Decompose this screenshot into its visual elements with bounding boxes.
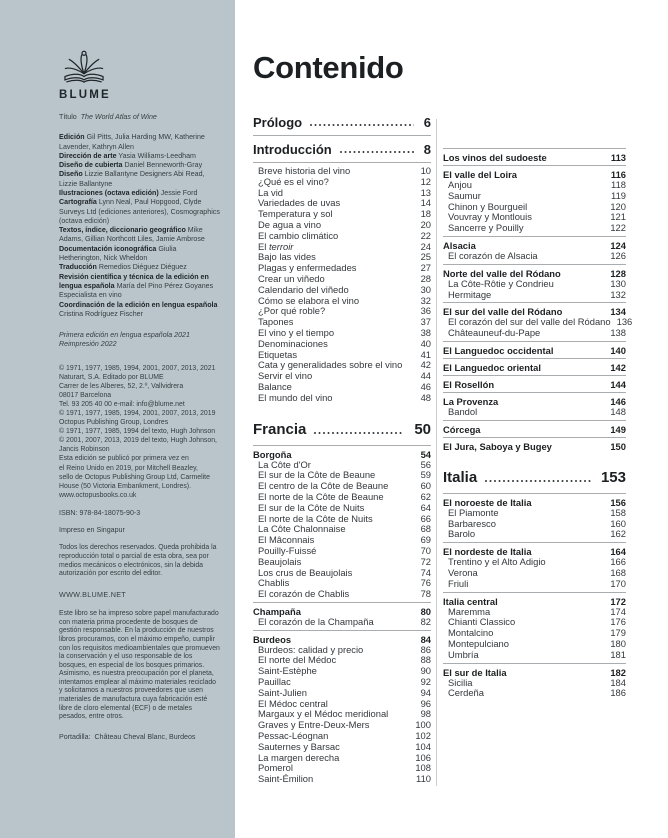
toc-entry-page: 84 bbox=[420, 633, 431, 645]
toc-entry-label: El terroir bbox=[258, 240, 294, 252]
toc-entry-page: 132 bbox=[610, 288, 626, 300]
toc-entry-label: El corazón de Chablis bbox=[258, 588, 350, 600]
toc-entry-label: Maremma bbox=[448, 605, 491, 617]
toc-entry-page: 108 bbox=[415, 762, 431, 774]
copyright-line: Carrer de les Alberes, 52, 2.º, Vallvidrera bbox=[59, 382, 184, 390]
toc-entry-page: 148 bbox=[610, 405, 626, 417]
copyright-line: sello de Octopus Publishing Group Ltd, Carmelite bbox=[59, 473, 210, 481]
toc-entry-label: Introducción bbox=[253, 142, 332, 157]
copyright-line: www.octopusbooks.co.uk bbox=[59, 491, 137, 499]
copyright-line: 08017 Barcelona bbox=[59, 391, 112, 399]
toc-entry-page: 120 bbox=[610, 200, 626, 212]
toc-entry-section bbox=[443, 392, 626, 407]
toc-entry-label: Vouvray y Montlouis bbox=[448, 211, 532, 223]
copyright-line: Octopus Publishing Group, Londres bbox=[59, 419, 169, 427]
toc-entry-page: 66 bbox=[420, 512, 431, 524]
toc-entry-label: Saumur bbox=[448, 189, 481, 201]
toc-entry-label: Chablis bbox=[258, 577, 290, 589]
toc-entry-page: 60 bbox=[420, 480, 431, 492]
toc-entry-label: Los vinos del sudoeste bbox=[443, 152, 547, 163]
toc-entry-label: Denominaciones bbox=[258, 337, 328, 349]
toc-entry-label: Pessac-Léognan bbox=[258, 730, 329, 742]
toc-entry-label: El sur del valle del Ródano bbox=[443, 306, 563, 318]
toc-entry-chapter bbox=[253, 112, 431, 136]
toc-entry-label: El vino y el tiempo bbox=[258, 326, 335, 338]
toc-entry-label: Umbría bbox=[448, 648, 479, 660]
toc-entry-item bbox=[443, 279, 626, 290]
copyright-line: House (50 Victoria Embankment, Londres). bbox=[59, 482, 192, 490]
toc-entry-label: La margen derecha bbox=[258, 751, 340, 763]
edition-note bbox=[59, 331, 221, 349]
toc-entry-page: 20 bbox=[420, 218, 431, 230]
toc-entry-label: El norte de la Côte de Nuits bbox=[258, 512, 373, 524]
copyright-line: © 1971, 1977, 1985, 1994 del texto, Hugh Johnson bbox=[59, 428, 216, 436]
toc-entry-section bbox=[443, 148, 626, 163]
toc-entry-label: El sur de Italia bbox=[443, 666, 507, 678]
toc-entry-page: 100 bbox=[415, 719, 431, 731]
toc-entry-label: El corazón de Alsacia bbox=[448, 249, 538, 261]
toc-entry-page: 128 bbox=[610, 267, 626, 279]
toc-entry-item bbox=[443, 688, 626, 699]
toc-entry-label: Variedades de uvas bbox=[258, 197, 341, 209]
toc-entry-section bbox=[443, 592, 626, 607]
toc-entry-page: 122 bbox=[610, 222, 626, 234]
copyright-line: © 1971, 1977, 1985, 1994, 2001, 2007, 2013, 2019 bbox=[59, 410, 216, 418]
toc-entry-label: Norte del valle del Ródano bbox=[443, 267, 561, 279]
toc-entry-page: 42 bbox=[420, 359, 431, 371]
toc-entry-page: 110 bbox=[416, 773, 431, 785]
toc-entry-item bbox=[253, 503, 431, 514]
toc-entry-page: 96 bbox=[420, 697, 431, 709]
toc-entry-page: 106 bbox=[415, 751, 431, 763]
toc-entry-page: 181 bbox=[610, 648, 626, 660]
toc-entry-page: 32 bbox=[420, 294, 431, 306]
toc-entry-label: Cómo se elabora el vino bbox=[258, 294, 360, 306]
toc-entry-page: 62 bbox=[420, 490, 431, 502]
toc-entry-label: Margaux y el Médoc meridional bbox=[258, 708, 389, 720]
copyright-block bbox=[59, 364, 221, 500]
frontispiece-note bbox=[59, 733, 221, 741]
toc-entry-page: 10 bbox=[420, 165, 431, 176]
copyright-line: Tel. 93 205 40 00 e-mail: info@blume.net bbox=[59, 400, 185, 408]
toc-entry-page: 156 bbox=[610, 496, 626, 508]
printed-in: Impreso en Singapur bbox=[59, 525, 125, 534]
toc-entry-item bbox=[253, 393, 431, 404]
dotted-leader bbox=[314, 432, 404, 434]
toc-entry-page: 158 bbox=[610, 506, 626, 518]
toc-entry-page: 30 bbox=[420, 283, 431, 295]
colophon-sidebar bbox=[0, 0, 235, 838]
toc-entry-item bbox=[443, 650, 626, 661]
copyright-line: el Reino Unido en 2019, por Mitchell Beazley, bbox=[59, 464, 198, 472]
toc-entry-label: Plagas y enfermedades bbox=[258, 262, 357, 274]
toc-entry-label: Borgoña bbox=[253, 448, 292, 460]
toc-entry-label: La Côte-Rôtie y Condrieu bbox=[448, 277, 554, 289]
toc-entry-page: 184 bbox=[610, 676, 626, 688]
toc-entry-page: 76 bbox=[420, 577, 431, 589]
toc-entry-label: Cata y generalidades sobre el vino bbox=[258, 359, 403, 371]
toc-entry-label: El corazón de la Champaña bbox=[258, 615, 374, 627]
toc-column-2 bbox=[443, 146, 633, 699]
toc-entry-label: Hermitage bbox=[448, 288, 492, 300]
toc-entry-page: 119 bbox=[611, 189, 626, 201]
toc-entry-page: 124 bbox=[610, 239, 626, 251]
toc-entry-label: Montepulciano bbox=[448, 637, 509, 649]
toc-entry-page: 8 bbox=[423, 142, 431, 157]
toc-entry-page: 166 bbox=[610, 556, 626, 568]
toc-entry-page: 172 bbox=[610, 595, 626, 607]
toc-entry-chapter bbox=[253, 139, 431, 163]
toc-entry-page: 50 bbox=[414, 420, 431, 438]
toc-entry-label: Etiquetas bbox=[258, 348, 298, 360]
toc-entry-page: 59 bbox=[420, 469, 431, 481]
toc-entry-page: 28 bbox=[420, 272, 431, 284]
copyright-line: Esta edición se publicó por primera vez en bbox=[59, 455, 189, 463]
toc-entry-label: Friuli bbox=[448, 577, 469, 589]
toc-entry-item bbox=[443, 290, 626, 301]
toc-entry-label: Prólogo bbox=[253, 115, 303, 130]
toc-entry-page: 168 bbox=[610, 566, 626, 578]
toc-entry-label: ¿Por qué roble? bbox=[258, 305, 326, 317]
toc-entry-page: 182 bbox=[610, 666, 626, 678]
copyright-line: Jancis Robinson bbox=[59, 446, 110, 454]
rights-notice: Todos los derechos reservados. Queda prohibida la reproducción total o parcial de esta obra, sea por medios mecánicos o electrónicos, sin la debida autorización por escrito del editor. bbox=[59, 543, 217, 578]
toc-entry-label: Barolo bbox=[448, 528, 476, 540]
toc-entry-page: 38 bbox=[420, 326, 431, 338]
toc-entry-section bbox=[443, 663, 626, 678]
toc-entry-label: El centro de la Côte de Beaune bbox=[258, 480, 389, 492]
toc-entry-section bbox=[443, 264, 626, 279]
toc-entry-label: El Rosellón bbox=[443, 378, 495, 390]
toc-entry-page: 44 bbox=[420, 370, 431, 382]
toc-entry-label: Pomerol bbox=[258, 762, 293, 774]
toc-entry-item bbox=[443, 223, 626, 234]
toc-entry-page: 179 bbox=[610, 627, 626, 639]
toc-entry-page: 86 bbox=[420, 643, 431, 655]
toc-entry-label: Balance bbox=[258, 380, 292, 392]
toc-entry-page: 121 bbox=[610, 211, 626, 223]
toc-entry-page: 80 bbox=[420, 605, 431, 617]
toc-entry-item bbox=[253, 339, 431, 350]
toc-entry-page: 64 bbox=[420, 501, 431, 513]
toc-entry-page: 174 bbox=[610, 605, 626, 617]
toc-entry-section bbox=[443, 341, 626, 356]
toc-entry-page: 88 bbox=[420, 654, 431, 666]
credit-line: Ilustraciones (octava edición) Jessie Ford bbox=[59, 188, 198, 197]
toc-entry-item bbox=[443, 407, 626, 418]
toc-entry-section bbox=[253, 630, 431, 645]
toc-entry-page: 118 bbox=[611, 179, 626, 190]
column-divider bbox=[436, 119, 437, 786]
toc-entry-page: 138 bbox=[610, 327, 626, 339]
toc-entry-part bbox=[443, 469, 626, 491]
toc-entry-label: El Mâconnais bbox=[258, 534, 315, 546]
toc-entry-label: Breve historia del vino bbox=[258, 165, 351, 176]
toc-entry-label: Anjou bbox=[448, 179, 472, 190]
toc-entry-label: Graves y Entre-Deux-Mers bbox=[258, 719, 370, 731]
copyright-line: Naturart, S.A. Editado por BLUME bbox=[59, 373, 164, 381]
blume-logo-text: BLUME bbox=[59, 89, 111, 101]
toc-entry-label: Sancerre y Pouilly bbox=[448, 222, 524, 234]
toc-entry-label: Saint-Émilion bbox=[258, 773, 314, 785]
toc-entry-page: 13 bbox=[420, 186, 431, 198]
toc-entry-page: 22 bbox=[420, 229, 431, 241]
toc-entry-label: Tapones bbox=[258, 316, 294, 328]
credit-line: Edición Gil Pitts, Julia Harding MW, Katherine Lavender, Kathryn Allen bbox=[59, 133, 205, 151]
toc-entry-page: 27 bbox=[420, 262, 431, 274]
toc-entry-page: 113 bbox=[610, 152, 626, 163]
toc-entry-page: 180 bbox=[610, 637, 626, 649]
toc-entry-label: El Languedoc oriental bbox=[443, 361, 541, 373]
toc-entry-page: 72 bbox=[420, 555, 431, 567]
toc-entry-item bbox=[443, 328, 626, 339]
toc-entry-label: Burdeos: calidad y precio bbox=[258, 643, 364, 655]
toc-entry-page: 164 bbox=[610, 546, 626, 558]
toc-entry-item bbox=[253, 589, 431, 600]
toc-entry-item bbox=[443, 508, 626, 519]
edition-line: Reimpresión 2022 bbox=[59, 340, 117, 349]
toc-entry-label: El Piamonte bbox=[448, 506, 499, 518]
toc-entry-label: Chinon y Bourgueil bbox=[448, 200, 528, 212]
toc-entry-page: 140 bbox=[610, 344, 626, 356]
credit-line: Cartografía Lynn Neal, Paul Hopgood, Clyde Surveys Ltd (ediciones anteriores), Cosmographics (octava edición) bbox=[59, 198, 220, 225]
toc-entry-page: 56 bbox=[420, 458, 431, 470]
toc-entry-section bbox=[443, 420, 626, 435]
toc-entry-page: 134 bbox=[610, 306, 626, 318]
toc-entry-label: Calendario del viñedo bbox=[258, 283, 349, 295]
toc-entry-label: El nordeste de Italia bbox=[443, 546, 532, 558]
toc-entry-label: Saint-Julien bbox=[258, 686, 307, 698]
toc-entry-page: 18 bbox=[420, 208, 431, 220]
toc-entry-item bbox=[443, 568, 626, 579]
toc-entry-label: Pouilly-Fuissé bbox=[258, 544, 317, 556]
toc-entry-label: Pauillac bbox=[258, 676, 291, 688]
toc-entry-page: 6 bbox=[423, 115, 431, 130]
toc-entry-label: El Languedoc occidental bbox=[443, 344, 554, 356]
toc-entry-label: La Provenza bbox=[443, 395, 499, 407]
toc-entry-label: Córcega bbox=[443, 423, 481, 435]
toc-entry-label: Saint-Estèphe bbox=[258, 665, 317, 677]
toc-entry-label: Crear un viñedo bbox=[258, 272, 325, 284]
toc-entry-label: El corazón del sur del valle del Ródano bbox=[448, 316, 611, 328]
publisher-website: WWW.BLUME.NET bbox=[59, 590, 126, 600]
toc-entry-item bbox=[443, 191, 626, 202]
toc-entry-label: Burdeos bbox=[253, 633, 292, 645]
toc-entry-page: 170 bbox=[610, 577, 626, 589]
credit-line: Documentación iconográfica Giulia Hetherington, Nick Wheldon bbox=[59, 244, 177, 263]
toc-entry-page: 12 bbox=[420, 175, 431, 187]
eco-notice: Este libro se ha impreso sobre papel manufacturado con materia prima procedente de bosques de gestión responsable. En la producción de nuestros libros procuramos, con el máximo empeño, cumplir con los requisitos medioambientales que promueven la conservación y el uso responsable de los bosques, en especial de los bosques primarios. Asimismo, es nuestra preocupación por el planeta, intentamos emplear al máximo materiales reciclado y solicitamos a nuestros proveedores que usen materiales de manufactura cuya fabricación esté libre de cloro elemental (ECF) o de metales pesados, entre otros. bbox=[59, 610, 220, 721]
toc-entry-item bbox=[443, 579, 626, 590]
toc-entry-page: 102 bbox=[415, 730, 431, 742]
toc-entry-label: Châteauneuf-du-Pape bbox=[448, 327, 541, 339]
contents-main bbox=[235, 0, 668, 838]
blume-book-icon bbox=[61, 48, 107, 88]
toc-entry-page: 186 bbox=[610, 687, 626, 699]
toc-entry-label: ¿Qué es el vino? bbox=[258, 175, 329, 187]
toc-entry-label: Los crus de Beaujolais bbox=[258, 566, 353, 578]
toc-entry-page: 70 bbox=[420, 544, 431, 556]
toc-entry-page: 78 bbox=[420, 588, 431, 600]
toc-entry-page: 46 bbox=[420, 380, 431, 392]
toc-entry-page: 142 bbox=[610, 361, 626, 373]
toc-column-1 bbox=[253, 112, 431, 785]
toc-entry-label: El norte de la Côte de Beaune bbox=[258, 490, 384, 502]
book-title: The World Atlas of Wine bbox=[80, 113, 157, 121]
toc-entry-label: El Jura, Saboya y Bugey bbox=[443, 440, 552, 452]
toc-entry-page: 74 bbox=[420, 566, 431, 578]
toc-entry-section bbox=[253, 602, 431, 617]
frontispiece-caption: Château Cheval Blanc, Burdeos bbox=[94, 732, 196, 741]
toc-entry-item bbox=[253, 617, 431, 628]
toc-entry-label: De agua a vino bbox=[258, 218, 322, 230]
page-title: Contenido bbox=[253, 50, 404, 85]
toc-entry-page: 144 bbox=[610, 378, 626, 390]
toc-entry-page: 130 bbox=[610, 277, 626, 289]
toc-entry-page: 150 bbox=[610, 440, 626, 452]
toc-entry-item bbox=[443, 529, 626, 540]
toc-entry-page: 14 bbox=[420, 197, 431, 209]
toc-entry-item bbox=[253, 774, 431, 785]
toc-entry-label: Italia central bbox=[443, 595, 498, 607]
credit-line: Textos, índice, diccionario geográfico Mike Adams, Gillian Northcott Liles, Jamie Ambrose bbox=[59, 226, 205, 244]
credit-line: Revisión científica y técnica de la edición en lengua española María del Pino Pérez Goyanes Especialista en vino bbox=[59, 272, 214, 300]
toc-entry-page: 98 bbox=[420, 708, 431, 720]
toc-entry-page: 162 bbox=[610, 528, 626, 540]
toc-entry-label: El mundo del vino bbox=[258, 391, 333, 403]
credits-block bbox=[59, 133, 221, 319]
toc-entry-section bbox=[443, 493, 626, 508]
credit-line: Diseño de cubierta Daniel Benneworth-Gray bbox=[59, 161, 203, 170]
toc-entry-label: La Côte Chalonnaise bbox=[258, 523, 346, 535]
toc-entry-label: Cerdeña bbox=[448, 687, 484, 699]
toc-entry-label: El noroeste de Italia bbox=[443, 496, 532, 508]
copyright-line: © 2001, 2007, 2013, 2019 del texto, Hugh Johnson, bbox=[59, 437, 217, 445]
toc-entry-page: 37 bbox=[420, 316, 431, 328]
book-title-label: Título bbox=[59, 113, 77, 121]
toc-entry-page: 94 bbox=[420, 686, 431, 698]
toc-entry-label: Sauternes y Barsac bbox=[258, 740, 340, 752]
toc-entry-section bbox=[443, 437, 626, 452]
toc-entry-page: 146 bbox=[610, 395, 626, 407]
toc-entry-page: 116 bbox=[610, 169, 626, 180]
toc-entry-label: Verona bbox=[448, 566, 478, 578]
toc-entry-label: El valle del Loira bbox=[443, 169, 517, 180]
toc-entry-label: Bandol bbox=[448, 405, 478, 417]
toc-entry-label: Chianti Classico bbox=[448, 616, 516, 628]
toc-entry-page: 149 bbox=[610, 423, 626, 435]
toc-entry-label: Champaña bbox=[253, 605, 301, 617]
toc-entry-label: Servir el vino bbox=[258, 370, 313, 382]
toc-entry-item bbox=[253, 177, 431, 188]
dotted-leader bbox=[310, 124, 414, 126]
toc-entry-page: 40 bbox=[420, 337, 431, 349]
toc-entry-label: Alsacia bbox=[443, 239, 476, 251]
toc-entry-item bbox=[253, 557, 431, 568]
toc-entry-label: Barbaresco bbox=[448, 517, 496, 529]
credit-line: Coordinación de la edición en lengua española Cristina Rodríguez Fischer bbox=[59, 300, 218, 318]
dotted-leader bbox=[485, 480, 591, 482]
toc-entry-page: 69 bbox=[420, 534, 431, 546]
toc-entry-page: 24 bbox=[420, 240, 431, 252]
edition-line: Primera edición en lengua española 2021 bbox=[59, 331, 190, 340]
toc-entry-label: El sur de la Côte de Nuits bbox=[258, 501, 365, 513]
toc-entry-label: Beaujolais bbox=[258, 555, 302, 567]
toc-entry-page: 126 bbox=[610, 249, 626, 261]
toc-entry-label: Italia bbox=[443, 468, 478, 486]
toc-entry-section bbox=[443, 165, 626, 180]
toc-entry-item bbox=[443, 251, 626, 262]
blume-logo bbox=[59, 48, 119, 101]
toc-entry-page: 136 bbox=[616, 316, 633, 328]
toc-entry-section bbox=[443, 236, 626, 251]
toc-entry-page: 153 bbox=[600, 468, 626, 486]
toc-entry-section bbox=[443, 302, 626, 317]
toc-entry-label: La vid bbox=[258, 186, 284, 198]
dotted-leader bbox=[340, 151, 414, 153]
toc-entry-label: El cambio climático bbox=[258, 229, 339, 241]
toc-entry-page: 41 bbox=[420, 348, 431, 360]
book-title-line bbox=[59, 113, 221, 122]
toc-entry-page: 160 bbox=[610, 517, 626, 529]
toc-entry-label: El Médoc central bbox=[258, 697, 328, 709]
toc-entry-page: 82 bbox=[420, 615, 431, 627]
credit-line: Diseño Lizzie Ballantyne Designers Abi Read, Lizzie Ballantyne bbox=[59, 170, 205, 188]
isbn: ISBN: 978-84-18075-90-3 bbox=[59, 508, 141, 517]
toc-entry-label: El sur de la Côte de Beaune bbox=[258, 469, 376, 481]
toc-entry-label: Trentino y el Alto Adigio bbox=[448, 556, 546, 568]
toc-entry-part bbox=[253, 421, 431, 443]
toc-entry-item bbox=[253, 285, 431, 296]
toc-entry-label: Montalcino bbox=[448, 627, 494, 639]
toc-entry-section bbox=[443, 542, 626, 557]
credit-line: Traducción Remedios Diéguez Diéguez bbox=[59, 263, 187, 272]
toc-entry-section bbox=[443, 358, 626, 373]
toc-entry-section bbox=[443, 375, 626, 390]
toc-entry-page: 25 bbox=[420, 251, 431, 263]
toc-entry-label: Francia bbox=[253, 420, 307, 438]
toc-entry-label: Bajo las vides bbox=[258, 251, 316, 263]
toc-entry-page: 48 bbox=[420, 391, 431, 403]
toc-entry-page: 90 bbox=[420, 665, 431, 677]
toc-entry-page: 36 bbox=[420, 305, 431, 317]
toc-entry-page: 176 bbox=[610, 616, 626, 628]
credit-line: Dirección de arte Yasia Williams-Leedham bbox=[59, 151, 196, 160]
toc-entry-page: 92 bbox=[420, 676, 431, 688]
toc-entry-page: 104 bbox=[415, 740, 431, 752]
toc-entry-section bbox=[253, 445, 431, 460]
toc-entry-label: El norte del Médoc bbox=[258, 654, 337, 666]
frontispiece-label: Portadilla: bbox=[59, 732, 91, 741]
toc-entry-page: 68 bbox=[420, 523, 431, 535]
copyright-line: © 1971, 1977, 1985, 1994, 2001, 2007, 2013, 2021 bbox=[59, 364, 216, 372]
toc-entry-label: Sicilia bbox=[448, 676, 473, 688]
toc-entry-label: Temperatura y sol bbox=[258, 208, 333, 220]
toc-entry-label: La Côte d'Or bbox=[258, 458, 311, 470]
toc-entry-page: 54 bbox=[420, 448, 431, 460]
